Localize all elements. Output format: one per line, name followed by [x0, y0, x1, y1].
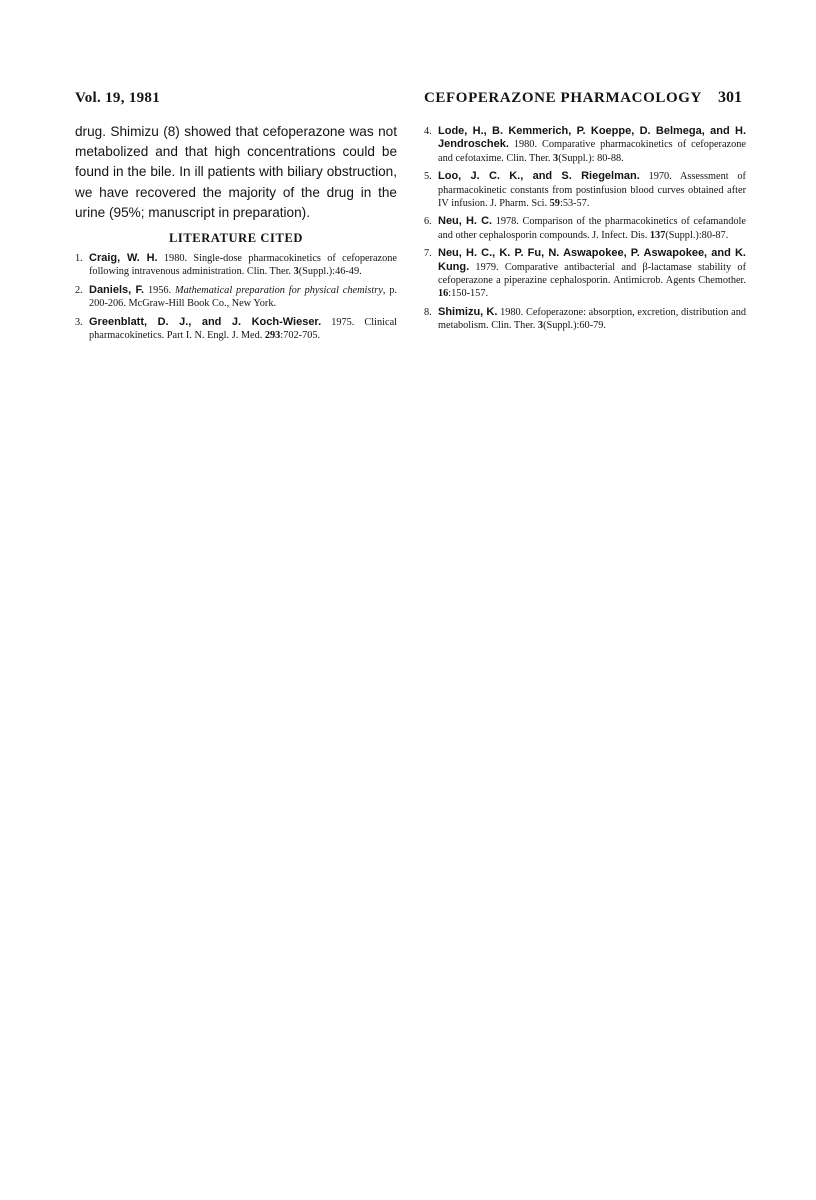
reference-text: 1978. Comparison of the pharmacokinetics of cefamandole and other cephalosporin compounds. J. Infect. Dis.: [438, 216, 746, 241]
reference-number: 6.: [424, 216, 432, 228]
reference-pages: (Suppl.): 80-88.: [558, 152, 624, 164]
reference-book-title: Mathematical preparation for physical chemistry: [175, 284, 383, 296]
reference-list-right: [424, 125, 746, 333]
reference-list-left: [75, 252, 397, 342]
reference-item: [424, 215, 746, 242]
reference-pages: (Suppl.):46-49.: [298, 266, 362, 278]
reference-text: 1975. Clinical pharmacokinetics. Part I. N. Engl. J. Med.: [89, 316, 397, 342]
reference-text: 1980. Single-dose pharmacokinetics of cefoperazone following intravenous administration. Clin. Ther.: [89, 253, 397, 278]
reference-authors: Lode, H., B. Kemmerich, P. Koeppe, D. Belmega, and H. Jendroschek.: [438, 125, 746, 151]
reference-item: [75, 284, 397, 311]
reference-item: [424, 247, 746, 301]
reference-text: 1980. Comparative pharmacokinetics of cefoperazone and cefotaxime. Clin. Ther.: [438, 139, 746, 164]
reference-volume: 3: [553, 152, 559, 164]
right-column: [424, 125, 746, 338]
reference-volume: 3: [293, 266, 299, 278]
reference-number: 7.: [424, 248, 432, 260]
reference-authors: Neu, H. C., K. P. Fu, N. Aswapokee, P. Aswapokee, and K. Kung.: [438, 247, 746, 273]
reference-authors: Greenblatt, D. J., and J. Koch-Wieser.: [89, 315, 322, 328]
reference-item: [424, 170, 746, 210]
reference-volume: 3: [537, 320, 544, 332]
reference-authors: Craig, W. H.: [89, 252, 158, 265]
reference-item: [424, 125, 746, 165]
reference-volume: 16: [438, 288, 449, 300]
literature-cited-heading: LITERATURE CITED: [168, 231, 304, 246]
reference-pages: (Suppl.):80-87.: [665, 229, 729, 241]
reference-pages: , p. 200-206. McGraw-Hill Book Co., New York.: [89, 284, 398, 310]
left-column: [75, 122, 397, 347]
reference-number: 4.: [424, 126, 432, 137]
page-number: 301: [718, 89, 742, 106]
reference-volume: 137: [649, 229, 666, 241]
running-title: CEFOPERAZONE PHARMACOLOGY: [424, 90, 702, 106]
reference-pages: :53-57.: [559, 198, 590, 210]
reference-authors: Shimizu, K.: [438, 305, 498, 318]
reference-pages: :150-157.: [448, 288, 489, 300]
reference-item: [75, 316, 397, 343]
reference-item: [424, 306, 746, 333]
reference-text: 1980. Cefoperazone: absorption, excretion, distribution and metabolism. Clin. Ther.: [438, 306, 747, 332]
reference-volume: 293: [264, 330, 281, 342]
reference-pages: :702-705.: [280, 330, 321, 342]
reference-number: 1.: [75, 253, 83, 265]
reference-number: 8.: [424, 306, 432, 318]
reference-item: [75, 252, 397, 279]
reference-text: 1979. Comparative antibacterial and β-lactamase stability of cefoperazone a piperazine cephalosporin. Antimicrob. Agents Chemother.: [438, 261, 746, 287]
reference-authors: Daniels, F.: [89, 283, 145, 296]
reference-text: 1970. Assessment of pharmacokinetic constants from postinfusion blood curves obtained after IV infusion. J. Pharm. Sci.: [438, 171, 746, 210]
reference-volume: 59: [549, 198, 560, 210]
reference-number: 2.: [75, 284, 83, 296]
reference-text: 1956.: [144, 284, 175, 296]
journal-volume: Vol. 19, 1981: [75, 90, 161, 106]
reference-number: 5.: [424, 171, 432, 183]
reference-number: 3.: [75, 316, 83, 328]
reference-authors: Loo, J. C. K., and S. Riegelman.: [438, 170, 640, 183]
reference-authors: Neu, H. C.: [438, 215, 493, 228]
reference-pages: (Suppl.):60-79.: [543, 320, 607, 332]
body-paragraph: drug. Shimizu (8) showed that cefoperazone was not metabolized and that high concentrations could be found in the bile. In ill patients with biliary obstruction, we have recovered the majority of the drug in the urine (95%; manuscript in preparation).: [75, 124, 397, 220]
